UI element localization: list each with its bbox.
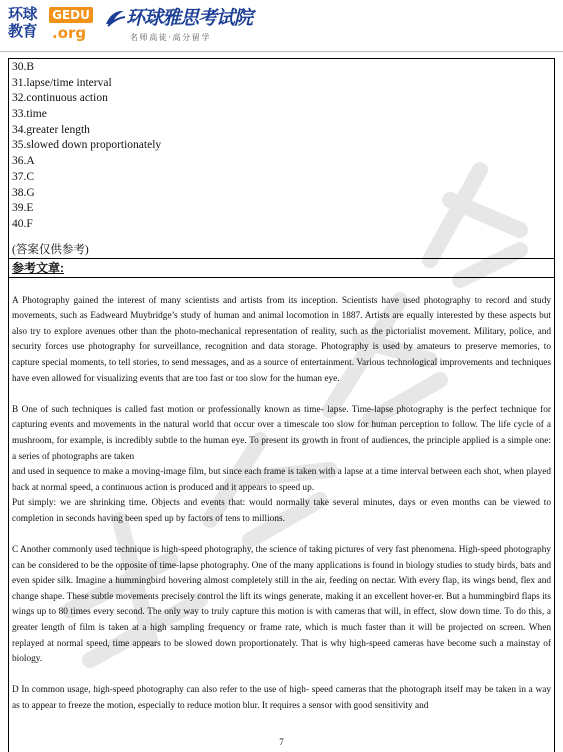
ielts-school-logo — [104, 6, 254, 48]
answers-box — [8, 58, 555, 259]
answer-item: 38.G — [12, 186, 35, 199]
page-number: 7 — [279, 737, 284, 747]
article-paragraph-b-put-simply: Put simply: we are shrinking time. Objects and events that: would normally take several minutes, days or even months can be viewed to completion in seconds having been sped up by factors of tens to millions. — [12, 498, 551, 524]
article-paragraph-a: A Photography gained the interest of many scientists and artists from its inception. Scientists have used photography to record and study movements, such as Eadweard Muybridge’s study of human and animal locomotion in 1887. Artists are equally interested by these aspects but also try to explore avenues other than the photo-mechanical representation of reality, such as the pictorialist movement. Military, police, and security forces use photography for surveillance, recognition and data storage. Photography is used by amateurs to preserve memories, to capture special moments, to tell stories, to send messages, and as a source of entertainment. Various technological improvements and techniques have even allowed for visualizing events that are too fast or too slow for the human eye. — [12, 295, 551, 384]
spacer — [12, 668, 551, 684]
answer-item: 30.B — [12, 61, 35, 73]
gedu-logo-badge: GEDU — [49, 7, 93, 23]
answer-item: 40.F — [12, 217, 33, 230]
reference-heading-box — [8, 258, 555, 278]
article-paragraph-b: B One of such techniques is called fast motion or professionally known as time- lapse. Time-lapse photography is the perfect technique for capturing events and movements in the natural world that occur over a timescale too slow for human perception to follow. The life cycle of a mushroom, for example, is incredibly subtle to the human eye. To present its growth in front of audiences, the principle applied is a simple one: a series of photographs are taken — [12, 404, 551, 462]
gedu-logo-cn: 环球教育 — [8, 5, 38, 40]
answer-item: 32.continuous action — [12, 92, 108, 105]
article-box — [8, 277, 555, 752]
answer-item: 33.time — [12, 108, 47, 121]
spacer — [12, 528, 551, 544]
header-divider — [0, 51, 563, 52]
gedu-logo — [8, 6, 100, 46]
reference-title: 参考文章: — [12, 261, 64, 275]
article-paragraph-b-cont: and used in sequence to make a moving-image film, but since each frame is taken with a lapse at a time interval between each shot, when played back at normal speed, a continuous action is produced and it appears to speed up. — [12, 467, 551, 493]
brand-name: 环球雅思考试院 — [126, 7, 253, 29]
gedu-logo-org: .org — [52, 24, 87, 42]
answer-item: 37.C — [12, 170, 35, 183]
brand-swoosh-icon — [104, 8, 126, 28]
answer-item: 39.E — [12, 202, 34, 215]
article-paragraph-c: C Another commonly used technique is high-speed photography, the science of taking pictures of very fast phenomena. High-speed photography can be considered to be the opposite of time-lapse photography. One of the many applications is found in biology studies to study birds, bats and even spider silk. Imagine a hummingbird hovering almost completely still in the air, feeding on nectar. With every flap, its wings bend, flex and change shape. These subtle movements precisely control the lift its wings generate, making it an excellent hover-er. But a hummingbird flaps its wings up to 80 times every second. The only way to truly capture this motion is with cameras that will, in effect, slow down time. To do this, a greater length of film is taken at a high sampling frequency or frame rate, which is much faster than it will be projected on screen. When replayed at normal speed, time appears to be slowed down proportionately. That is why high-speed cameras have become such a mainstay of biology. — [12, 545, 551, 665]
spacer — [12, 387, 551, 403]
brand-slogan: 名师高徒·高分留学 — [130, 33, 211, 42]
answer-item: 34.greater length — [12, 123, 90, 136]
article-paragraph-d: D In common usage, high-speed photography can also refer to the use of high- speed cameras that the photograph itself may be taken in a way as to appear to freeze the motion, especially to reduce motion blur. It requires a sensor with good sensitivity and — [12, 685, 551, 712]
answers-note: (答案仅供参考) — [12, 244, 89, 256]
page-header — [0, 0, 563, 52]
answer-item: 35.slowed down proportionately — [12, 139, 162, 152]
answer-item: 31.lapse/time interval — [12, 76, 112, 89]
spacer — [12, 278, 551, 294]
answer-item: 36.A — [12, 155, 35, 168]
